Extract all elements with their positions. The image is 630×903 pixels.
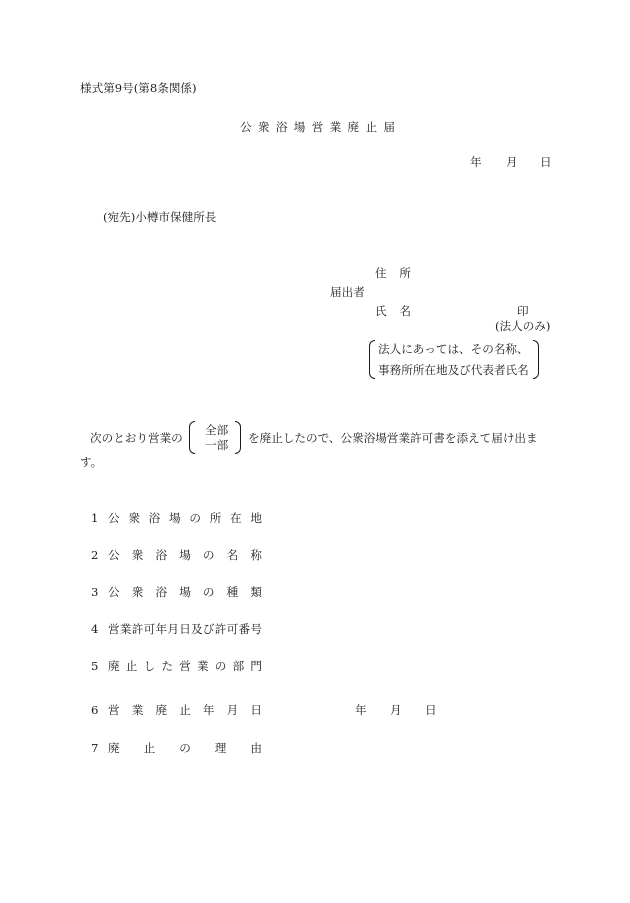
item-number: 4 bbox=[91, 622, 99, 636]
item-number: 6 bbox=[91, 703, 99, 717]
closure-date-year-label: 年 bbox=[355, 703, 367, 717]
item-label-division: 廃止した営業の部門 bbox=[108, 659, 262, 673]
date-year-label: 年 bbox=[470, 155, 482, 169]
option-partial: 一部 bbox=[205, 438, 229, 452]
corporate-note-left-bracket bbox=[369, 340, 375, 379]
body-text-after-line1: を廃止したので、公衆浴場営業許可書を添えて届け出ま bbox=[248, 431, 538, 445]
body-text-before: 次のとおり営業の bbox=[90, 431, 183, 445]
name-label: 氏名 bbox=[375, 304, 411, 318]
option-all: 全部 bbox=[205, 423, 229, 437]
options-right-bracket bbox=[235, 421, 241, 454]
date-month-label: 月 bbox=[506, 155, 518, 169]
item-label-permit: 営業許可年月日及び許可番号 bbox=[108, 622, 262, 636]
notifier-label: 届出者 bbox=[330, 285, 365, 299]
closure-date-day-label: 日 bbox=[425, 703, 437, 717]
form-title: 公衆浴場営業廃止届 bbox=[240, 120, 395, 134]
date-day-label: 日 bbox=[540, 155, 552, 169]
addressee: (宛先)小樽市保健所長 bbox=[103, 210, 217, 224]
item-number: 7 bbox=[91, 741, 99, 755]
corporate-note-line1: 法人にあっては、その名称、 bbox=[378, 342, 529, 356]
item-label-closure-date: 営業廃止年月日 bbox=[108, 703, 262, 717]
item-number: 5 bbox=[91, 659, 99, 673]
item-label-location: 公衆浴場の所在地 bbox=[108, 511, 262, 525]
options-left-bracket bbox=[189, 421, 195, 454]
address-label: 住所 bbox=[375, 266, 411, 280]
item-number: 1 bbox=[91, 511, 99, 525]
corporate-note-right-bracket bbox=[533, 340, 539, 379]
item-number: 2 bbox=[91, 548, 99, 562]
item-label-name: 公衆浴場の名称 bbox=[108, 548, 262, 562]
seal-label: 印 bbox=[517, 304, 529, 318]
form-number: 様式第9号(第8条関係) bbox=[80, 81, 197, 95]
item-number: 3 bbox=[91, 585, 99, 599]
body-text-after-line2: す。 bbox=[80, 455, 103, 469]
item-label-type: 公衆浴場の種類 bbox=[108, 585, 262, 599]
item-label-reason: 廃止の理由 bbox=[108, 741, 262, 755]
corporate-note-line2: 事務所所在地及び代表者氏名 bbox=[378, 363, 529, 377]
closure-date-month-label: 月 bbox=[390, 703, 402, 717]
seal-note: (法人のみ) bbox=[495, 319, 551, 333]
